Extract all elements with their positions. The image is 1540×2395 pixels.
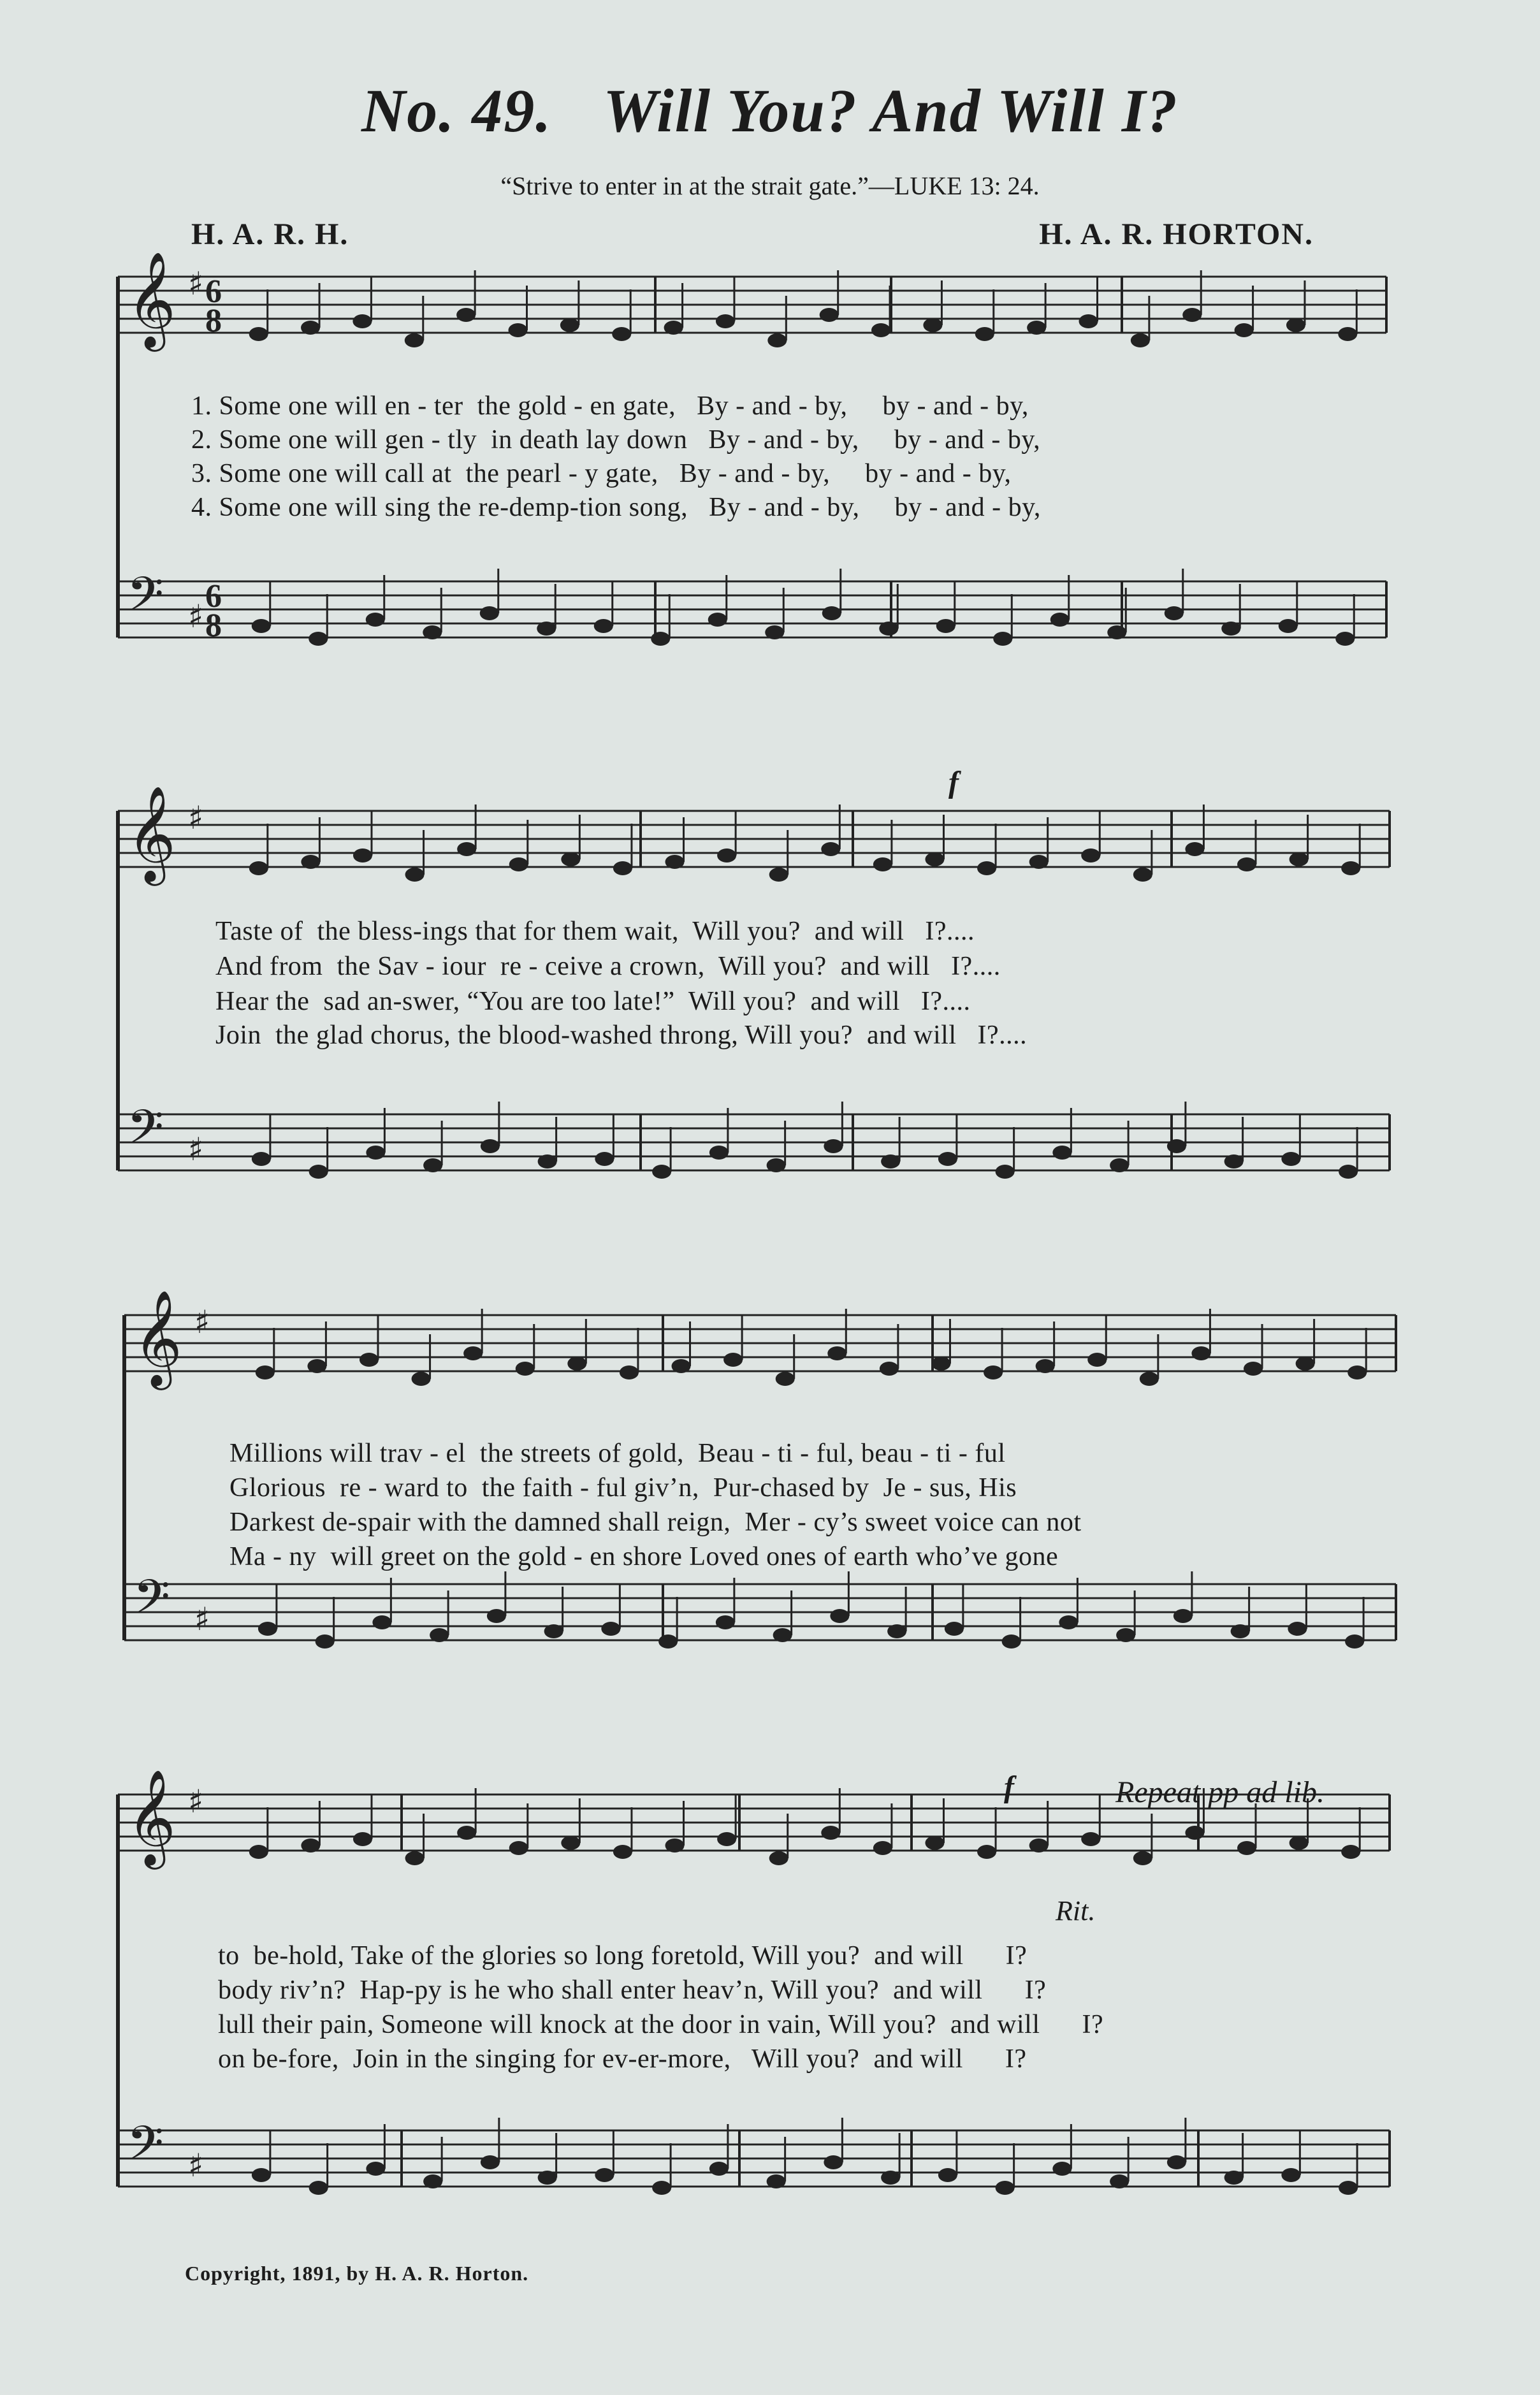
note-head — [509, 1841, 528, 1855]
note-head — [353, 1832, 372, 1846]
note-head — [1052, 1146, 1071, 1160]
note-head — [1231, 1624, 1250, 1638]
lyric-line: And from the Sav - iour re - ceive a crown, Will you? and will I?.... — [215, 952, 1001, 981]
note-head — [938, 1152, 957, 1166]
note-head — [301, 321, 320, 335]
note-head — [487, 1609, 506, 1623]
note-head — [1289, 852, 1309, 866]
note-head — [249, 327, 268, 341]
note-head — [1027, 321, 1046, 335]
note-head — [1029, 855, 1049, 869]
treble-clef: 𝄞 — [127, 785, 176, 882]
note-head — [457, 1826, 476, 1840]
note-head — [665, 855, 685, 869]
note-head — [423, 625, 442, 639]
lyric-line: to be-hold, Take of the glories so long foretold, Will you? and will I? — [218, 1941, 1028, 1970]
sharp-key-signature: ♯ — [188, 598, 204, 635]
note-head — [353, 848, 372, 863]
bass-clef: 𝄢 — [133, 1569, 170, 1636]
lyric-line: body riv’n? Hap-py is he who shall enter heav’n, Will you? and will I? — [218, 1976, 1047, 2005]
note-head — [249, 1845, 268, 1859]
note-head — [430, 1628, 449, 1642]
lyric-line: Darkest de-spair with the damned shall reign, Mer - cy’s sweet voice can not — [229, 1508, 1082, 1537]
note-head — [1133, 1851, 1152, 1865]
treble-clef: 𝄞 — [127, 251, 176, 347]
note-head — [769, 868, 788, 882]
sharp-key-signature: ♯ — [188, 799, 204, 836]
note-head — [1110, 2174, 1129, 2188]
note-head — [301, 855, 320, 869]
note-head — [821, 1826, 840, 1840]
note-head — [880, 1362, 899, 1376]
note-head — [309, 1165, 328, 1179]
time-signature-top: 6 — [205, 578, 222, 615]
note-head — [601, 1622, 620, 1636]
sharp-key-signature: ♯ — [194, 1601, 210, 1638]
note-head — [945, 1622, 964, 1636]
note-head — [767, 2174, 786, 2188]
note-head — [560, 318, 579, 332]
note-head — [996, 1165, 1015, 1179]
note-head — [1348, 1365, 1367, 1379]
note-head — [595, 1152, 614, 1166]
note-head — [938, 2168, 957, 2182]
note-head — [996, 2181, 1015, 2195]
note-head — [767, 333, 787, 347]
note-head — [716, 1615, 735, 1629]
note-head — [1029, 1838, 1049, 1853]
note-head — [258, 1622, 277, 1636]
time-signature-bottom: 8 — [205, 608, 222, 644]
note-head — [1167, 2155, 1186, 2169]
note-head — [773, 1628, 792, 1642]
note-head — [1237, 857, 1256, 871]
note-head — [544, 1624, 563, 1638]
note-head — [516, 1362, 535, 1376]
note-head — [1296, 1357, 1315, 1371]
note-head — [1237, 1841, 1256, 1855]
sharp-key-signature: ♯ — [188, 1131, 204, 1168]
note-head — [366, 1146, 385, 1160]
note-head — [1191, 1346, 1210, 1360]
note-head — [594, 619, 613, 633]
note-head — [457, 842, 476, 856]
note-head — [1116, 1628, 1135, 1642]
lyric-line: Millions will trav - el the streets of gold, Beau - ti - ful, beau - ti - ful — [229, 1439, 1006, 1468]
note-head — [372, 1615, 391, 1629]
note-head — [1341, 1845, 1360, 1859]
note-head — [1289, 1836, 1309, 1850]
time-signature-bottom: 8 — [205, 303, 222, 339]
bass-clef: 𝄢 — [127, 2116, 164, 2183]
note-head — [709, 2162, 729, 2176]
note-head — [822, 606, 841, 620]
note-head — [481, 1139, 500, 1153]
note-head — [717, 1832, 736, 1846]
note-head — [405, 868, 425, 882]
note-head — [658, 1634, 678, 1649]
note-head — [309, 632, 328, 646]
note-head — [1173, 1609, 1193, 1623]
note-head — [595, 2168, 614, 2182]
note-head — [664, 321, 683, 335]
note-head — [412, 1372, 431, 1386]
lyric-line: Ma - ny will greet on the gold - en shore Loved ones of earth who’ve gone — [229, 1542, 1059, 1571]
note-head — [423, 2174, 442, 2188]
note-head — [1286, 318, 1305, 332]
ritardando-marking: Rit. — [1056, 1895, 1096, 1926]
note-head — [1182, 308, 1202, 322]
note-head — [1235, 323, 1254, 337]
note-head — [977, 861, 996, 875]
note-head — [613, 861, 632, 875]
note-head — [1050, 613, 1070, 627]
note-head — [651, 632, 670, 646]
note-head — [993, 632, 1012, 646]
bass-clef: 𝄢 — [127, 1100, 164, 1167]
repeat-direction: Repeat pp ad lib. — [1115, 1775, 1325, 1809]
hymn-name: Will You? And Will I? — [603, 76, 1179, 145]
note-head — [821, 842, 840, 856]
lyric-line: on be-fore, Join in the singing for ev-er-more, Will you? and will I? — [218, 2044, 1027, 2074]
lyric-line: Hear the sad an-swer, “You are too late!” Will you? and will I?.... — [215, 987, 971, 1016]
note-head — [881, 1154, 900, 1168]
note-head — [567, 1357, 586, 1371]
note-head — [1002, 1634, 1021, 1649]
note-head — [1185, 842, 1204, 856]
bass-clef: 𝄢 — [127, 567, 164, 634]
note-head — [716, 314, 735, 328]
treble-clef: 𝄞 — [127, 1768, 176, 1865]
note-head — [984, 1365, 1003, 1379]
note-head — [405, 333, 424, 347]
note-head — [1110, 1158, 1129, 1172]
note-head — [481, 2155, 500, 2169]
treble-clef: 𝄞 — [133, 1289, 182, 1386]
note-head — [936, 619, 955, 633]
note-head — [820, 308, 839, 322]
note-head — [1339, 2181, 1358, 2195]
note-head — [1167, 1139, 1186, 1153]
note-head — [252, 619, 271, 633]
note-head — [252, 2168, 271, 2182]
note-head — [879, 622, 898, 636]
note-head — [366, 613, 385, 627]
note-head — [352, 314, 372, 328]
note-head — [366, 2162, 385, 2176]
lyric-line: Glorious re - ward to the faith - ful giv’n, Pur-chased by Je - sus, His — [229, 1473, 1017, 1503]
note-head — [423, 1158, 442, 1172]
note-head — [1341, 861, 1360, 875]
note-head — [1081, 848, 1100, 863]
note-head — [923, 318, 942, 332]
note-head — [1288, 1622, 1307, 1636]
note-head — [561, 1836, 580, 1850]
note-head — [824, 2155, 843, 2169]
note-head — [463, 1346, 483, 1360]
note-head — [887, 1624, 906, 1638]
note-head — [1059, 1615, 1078, 1629]
note-head — [881, 2171, 900, 2185]
note-head — [1133, 868, 1152, 882]
sharp-key-signature: ♯ — [194, 1304, 210, 1341]
note-head — [975, 327, 994, 341]
note-head — [309, 2181, 328, 2195]
lyric-line: 1. Some one will en - ter the gold - en gate, By - and - by, by - and - by, — [191, 391, 1029, 421]
note-head — [509, 857, 528, 871]
note-head — [827, 1346, 846, 1360]
note-head — [672, 1359, 691, 1373]
note-head — [1079, 314, 1098, 328]
time-signature-top: 6 — [205, 273, 222, 310]
lyric-line: lull their pain, Someone will knock at the door in vain, Will you? and will I? — [218, 2010, 1104, 2039]
lyric-line: Taste of the bless-ings that for them wait, Will you? and will I?.... — [215, 917, 975, 946]
note-head — [1036, 1359, 1055, 1373]
note-head — [1140, 1372, 1159, 1386]
note-head — [538, 1154, 557, 1168]
lyric-line: Join the glad chorus, the blood-washed throng, Will you? and will I?.... — [215, 1021, 1028, 1050]
sharp-key-signature: ♯ — [188, 265, 204, 302]
note-head — [1052, 2162, 1071, 2176]
note-head — [767, 1158, 786, 1172]
note-head — [830, 1609, 849, 1623]
note-head — [925, 852, 944, 866]
note-head — [1107, 625, 1126, 639]
note-head — [769, 1851, 788, 1865]
note-head — [723, 1353, 743, 1367]
note-head — [1087, 1353, 1107, 1367]
sharp-key-signature: ♯ — [188, 2147, 204, 2184]
note-head — [652, 1165, 671, 1179]
note-head — [1131, 333, 1150, 347]
note-head — [1244, 1362, 1263, 1376]
note-head — [708, 613, 727, 627]
note-head — [1345, 1634, 1364, 1649]
note-head — [776, 1372, 795, 1386]
note-head — [405, 1851, 425, 1865]
words-credit: H. A. R. H. — [191, 217, 349, 251]
note-head — [1338, 327, 1357, 341]
note-head — [613, 1845, 632, 1859]
note-head — [1221, 622, 1240, 636]
lyric-line: 2. Some one will gen - tly in death lay down By - and - by, by - and - by, — [191, 425, 1041, 455]
note-head — [316, 1634, 335, 1649]
note-head — [709, 1146, 729, 1160]
note-head — [1224, 1154, 1244, 1168]
note-head — [249, 861, 268, 875]
note-head — [252, 1152, 271, 1166]
note-head — [307, 1359, 326, 1373]
note-head — [873, 857, 892, 871]
note-head — [620, 1365, 639, 1379]
note-head — [925, 1836, 944, 1850]
note-head — [1165, 606, 1184, 620]
note-head — [1281, 1152, 1300, 1166]
music-credit: H. A. R. HORTON. — [1039, 217, 1314, 251]
hymn-number: No. 49. — [361, 76, 553, 145]
note-head — [509, 323, 528, 337]
note-head — [1281, 2168, 1300, 2182]
forte-marking: f — [948, 766, 959, 799]
note-head — [301, 1838, 320, 1853]
note-head — [1081, 1832, 1100, 1846]
note-head — [824, 1139, 843, 1153]
note-head — [717, 848, 736, 863]
note-head — [360, 1353, 379, 1367]
copyright-notice: Copyright, 1891, by H. A. R. Horton. — [185, 2262, 529, 2285]
note-head — [256, 1365, 275, 1379]
lyric-line: 3. Some one will call at the pearl - y gate, By - and - by, by - and - by, — [191, 459, 1012, 488]
note-head — [765, 625, 784, 639]
note-head — [1185, 1826, 1204, 1840]
note-head — [871, 323, 890, 337]
note-head — [538, 2171, 557, 2185]
note-head — [873, 1841, 892, 1855]
scripture-epigraph: “Strive to enter in at the strait gate.”—LUKE 13: 24. — [500, 171, 1040, 200]
note-head — [931, 1357, 950, 1371]
note-head — [1224, 2171, 1244, 2185]
note-head — [1335, 632, 1355, 646]
note-head — [652, 2181, 671, 2195]
note-head — [612, 327, 631, 341]
note-head — [456, 308, 476, 322]
note-head — [537, 622, 556, 636]
note-head — [1339, 1165, 1358, 1179]
sharp-key-signature: ♯ — [188, 1783, 204, 1820]
note-head — [977, 1845, 996, 1859]
forte-marking: f — [1004, 1770, 1014, 1804]
note-head — [1279, 619, 1298, 633]
note-head — [480, 606, 499, 620]
note-head — [561, 852, 580, 866]
note-head — [665, 1838, 685, 1853]
lyric-line: 4. Some one will sing the re-demp-tion song, By - and - by, by - and - by, — [191, 493, 1041, 522]
